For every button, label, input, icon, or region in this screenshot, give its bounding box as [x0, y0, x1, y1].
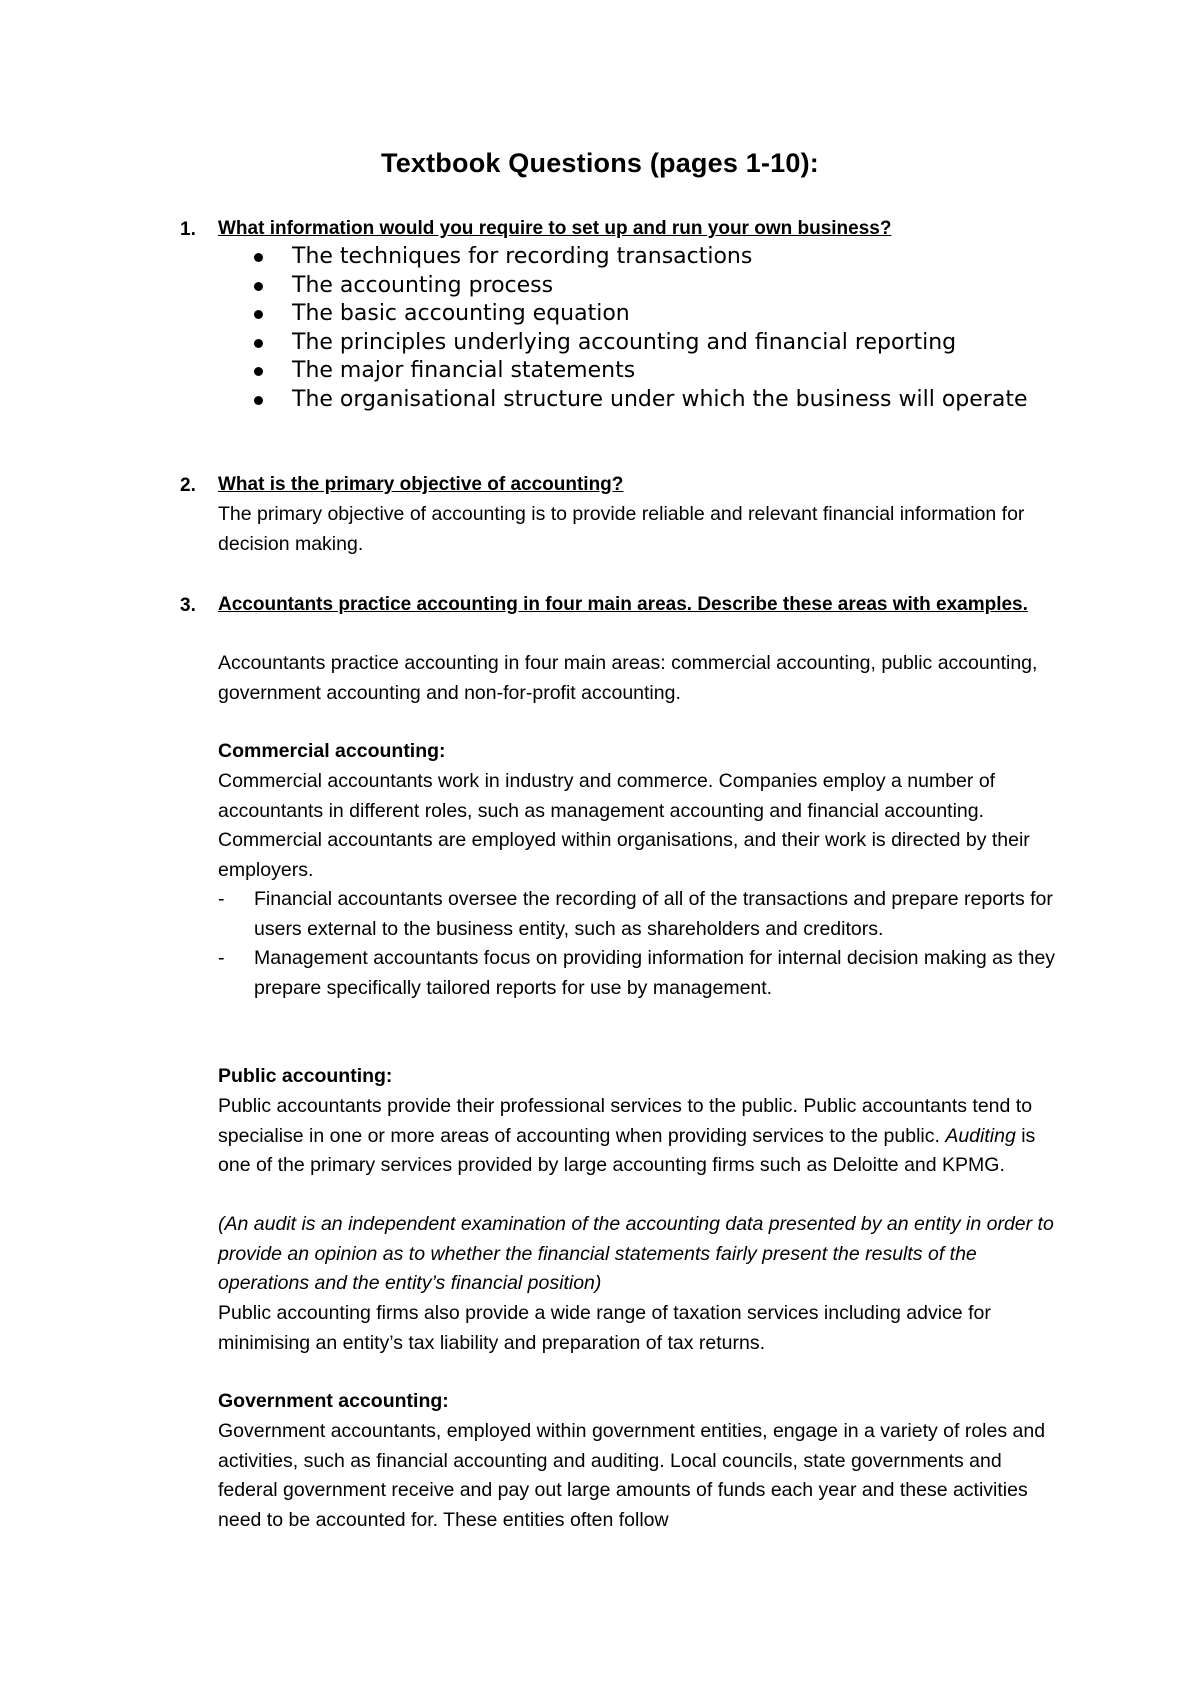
public-accounting-heading: Public accounting:	[218, 1065, 393, 1087]
list-item: The major financial statements	[250, 357, 1050, 386]
government-accounting-heading: Government accounting:	[218, 1390, 449, 1412]
bullet-icon	[254, 339, 263, 348]
list-item: The organisational structure under which the business will operate	[250, 386, 1050, 415]
commercial-accounting-points	[218, 885, 1078, 1003]
public-accounting-body-2: Public accounting firms also provide a wide range of taxation services including advice for minimising an entity’s tax liability and preparation of tax returns.	[218, 1302, 991, 1354]
question-2-answer: The primary objective of accounting is to provide reliable and relevant financial information for decision making.	[218, 503, 1025, 555]
commercial-accounting-body: Commercial accountants work in industry and commerce. Companies employ a number of accountants in different roles, such as management accounting and financial accounting. Commercial accountants are employed within organisations, and their work is directed by their employers.	[218, 770, 1030, 881]
question-1-number: 1.	[180, 219, 196, 240]
bullet-icon	[254, 310, 263, 319]
bullet-icon	[254, 367, 263, 376]
question-1-text: What information would you require to set up and run your own business?	[218, 218, 892, 239]
page-title: Textbook Questions (pages 1-10):	[381, 148, 819, 178]
question-3-intro: Accountants practice accounting in four main areas: commercial accounting, public accounting, government accounting and non-for-profit accounting.	[218, 652, 1038, 704]
list-item: The basic accounting equation	[250, 300, 1050, 329]
list-item: The principles underlying accounting and financial reporting	[250, 329, 1050, 358]
bullet-icon	[254, 282, 263, 291]
audit-note: (An audit is an independent examination of the accounting data presented by an entity in order to provide an opinion as to whether the financial statements fairly present the results of the operations and the entity’s financial position)	[218, 1213, 1054, 1295]
bullet-icon	[254, 253, 263, 262]
government-accounting-body: Government accountants, employed within government entities, engage in a variety of roles and activities, such as financial accounting and auditing. Local councils, state governments and federal government receive and pay out large amounts of funds each year and these activities need to be accounted for. These entities often follow	[218, 1420, 1046, 1531]
question-2-number: 2.	[180, 475, 196, 496]
public-accounting-body: Public accountants provide their professional services to the public. Public accountants tend to specialise in one or more areas of accounting when providing services to the public. Auditing is one of the primary services provided by large accounting firms such as Deloitte and KPMG.	[218, 1095, 1036, 1177]
list-item: - Management accountants focus on providing information for internal decision making as they prepare specifically tailored reports for use by management.	[218, 947, 1056, 999]
list-item: The accounting process	[250, 272, 1050, 301]
list-item: - Financial accountants oversee the recording of all of the transactions and prepare reports for users external to the business entity, such as shareholders and creditors.	[218, 888, 1053, 940]
bullet-icon	[254, 396, 263, 405]
question-3-number: 3.	[180, 595, 196, 616]
commercial-accounting-heading: Commercial accounting:	[218, 740, 446, 762]
question-2-text: What is the primary objective of accounting?	[218, 474, 624, 495]
question-3-text: Accountants practice accounting in four main areas. Describe these areas with examples.	[218, 594, 1028, 615]
list-item: The techniques for recording transactions	[250, 243, 1050, 272]
question-1-answer-list	[250, 243, 1050, 414]
